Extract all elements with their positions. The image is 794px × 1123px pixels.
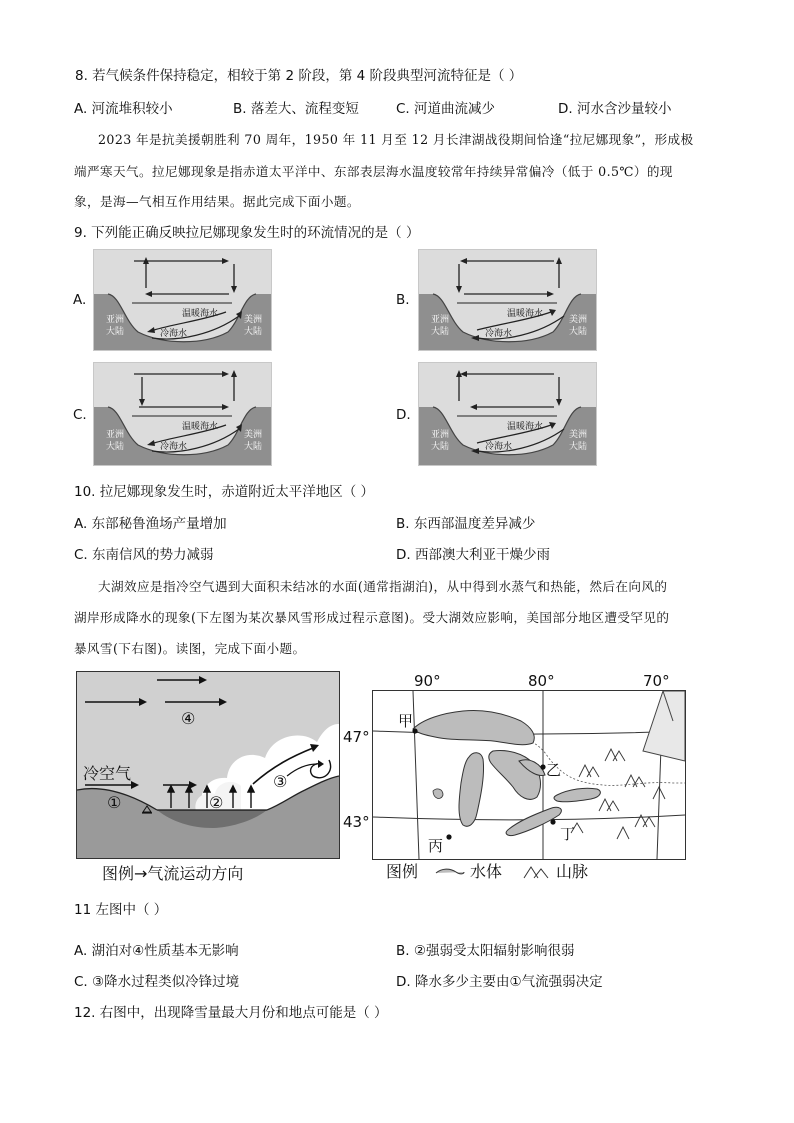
svg-text:大陆: 大陆 <box>431 442 450 452</box>
mountain-legend-icon <box>522 864 552 880</box>
svg-text:温暖海水: 温暖海水 <box>182 422 219 432</box>
place-jia: 甲 <box>398 712 414 730</box>
q10-option-b: B. 东西部温度差异减少 <box>396 516 536 532</box>
cold-water-label: 冷海水 <box>160 329 188 339</box>
svg-text:温暖海水: 温暖海水 <box>507 422 544 432</box>
svg-text:温暖海水: 温暖海水 <box>507 309 544 319</box>
q10-option-d: D. 西部澳大利亚干燥少雨 <box>396 547 550 563</box>
water-legend-icon <box>434 866 466 880</box>
map-legend-title: 图例 <box>386 862 419 881</box>
q11-option-b: B. ②强弱受太阳辐射影响很弱 <box>396 943 575 959</box>
q8-stem: 8. 若气候条件保持稳定，相较于第 2 阶段，第 4 阶段典型河流特征是（ ） <box>75 68 523 84</box>
lat-47: 47° <box>343 728 370 746</box>
passage1-line2: 端严寒天气。拉尼娜现象是指赤道太平洋中、东部表层海水温度较常年持续异常偏冷（低于 0.5℃）的现 <box>74 164 673 179</box>
q9-stem: 9. 下列能正确反映拉尼娜现象发生时的环流情况的是（ ） <box>74 225 420 241</box>
svg-text:大陆: 大陆 <box>569 442 588 452</box>
lon-90: 90° <box>414 672 441 690</box>
asia-label: 亚洲 <box>106 315 125 325</box>
q8-option-c: C. 河道曲流减少 <box>396 101 496 117</box>
place-bing: 丙 <box>428 837 444 855</box>
q11-option-d: D. 降水多少主要由①气流强弱决定 <box>396 974 603 990</box>
marker-3: ③ <box>273 772 288 791</box>
place-yi: 乙 <box>546 761 562 779</box>
marker-1: ① <box>107 793 122 812</box>
svg-text:大陆: 大陆 <box>106 327 125 337</box>
svg-text:大陆: 大陆 <box>569 327 588 337</box>
q11-option-c: C. ③降水过程类似冷锋过境 <box>74 974 240 990</box>
passage2-line3: 暴风雪(下右图)。读图，完成下面小题。 <box>74 641 306 656</box>
q10-option-c: C. 东南信风的势力减弱 <box>74 547 214 563</box>
q8-option-d: D. 河水含沙量较小 <box>558 101 672 117</box>
q12-stem: 12. 右图中，出现降雪量最大月份和地点可能是（ ） <box>74 1005 388 1021</box>
q8-option-a: A. 河流堆积较小 <box>74 101 173 117</box>
q9-option-d: D. <box>396 407 411 423</box>
q8-option-b: B. 落差大、流程变短 <box>233 101 359 117</box>
q9-diagram-a <box>93 249 272 351</box>
svg-text:冷海水: 冷海水 <box>485 442 513 452</box>
america-label: 美洲 <box>244 315 263 325</box>
svg-text:冷海水: 冷海水 <box>160 442 188 452</box>
svg-text:美洲: 美洲 <box>569 315 588 325</box>
q10-option-a: A. 东部秘鲁渔场产量增加 <box>74 516 227 532</box>
q9-diagram-c <box>93 362 272 466</box>
svg-text:美洲: 美洲 <box>569 430 588 440</box>
great-lakes-map <box>372 690 686 860</box>
q9-diagram-d <box>418 362 597 466</box>
passage2-line1: 大湖效应是指冷空气遇到大面积未结冰的水面(通常指湖泊)，从中得到水蒸气和热能，然后在向风的 <box>98 579 668 594</box>
q10-stem: 10. 拉尼娜现象发生时，赤道附近太平洋地区（ ） <box>74 484 375 500</box>
q9-option-a: A. <box>73 292 87 308</box>
svg-text:大陆: 大陆 <box>244 327 263 337</box>
svg-text:亚洲: 亚洲 <box>106 430 125 440</box>
q9-diagram-b <box>418 249 597 351</box>
map-legend-water: 水体 <box>470 862 503 881</box>
cold-air-label: 冷空气 <box>83 764 132 783</box>
passage2-line2: 湖岸形成降水的现象(下左图为某次暴风雪形成过程示意图)。受大湖效应影响，美国部分地区遭受罕见的 <box>74 610 670 625</box>
q11-stem: 11 左图中（ ） <box>74 902 168 918</box>
q9-option-b: B. <box>396 292 410 308</box>
lon-80: 80° <box>528 672 555 690</box>
marker-4: ④ <box>181 709 196 728</box>
svg-text:大陆: 大陆 <box>106 442 125 452</box>
marker-2: ② <box>209 793 224 812</box>
lake-effect-diagram <box>76 671 340 859</box>
svg-text:大陆: 大陆 <box>244 442 263 452</box>
q11-option-a: A. 湖泊对④性质基本无影响 <box>74 943 239 959</box>
lon-70: 70° <box>643 672 670 690</box>
svg-text:亚洲: 亚洲 <box>431 315 450 325</box>
svg-text:大陆: 大陆 <box>431 327 450 337</box>
q9-option-c: C. <box>73 407 87 423</box>
left-figure-legend: 图例→气流运动方向 <box>102 864 244 883</box>
place-ding: 丁 <box>560 825 576 843</box>
svg-text:冷海水: 冷海水 <box>485 329 513 339</box>
svg-text:亚洲: 亚洲 <box>431 430 450 440</box>
passage1-line3: 象，是海—气相互作用结果。据此完成下面小题。 <box>74 194 360 209</box>
svg-text:美洲: 美洲 <box>244 430 263 440</box>
map-legend-mountain: 山脉 <box>556 862 589 881</box>
passage1-line1: 2023 年是抗美援朝胜利 70 周年，1950 年 11 月至 12 月长津湖战役期间恰逢“拉尼娜现象”，形成极 <box>98 132 694 147</box>
lat-43: 43° <box>343 813 370 831</box>
warm-water-label: 温暖海水 <box>182 309 219 319</box>
